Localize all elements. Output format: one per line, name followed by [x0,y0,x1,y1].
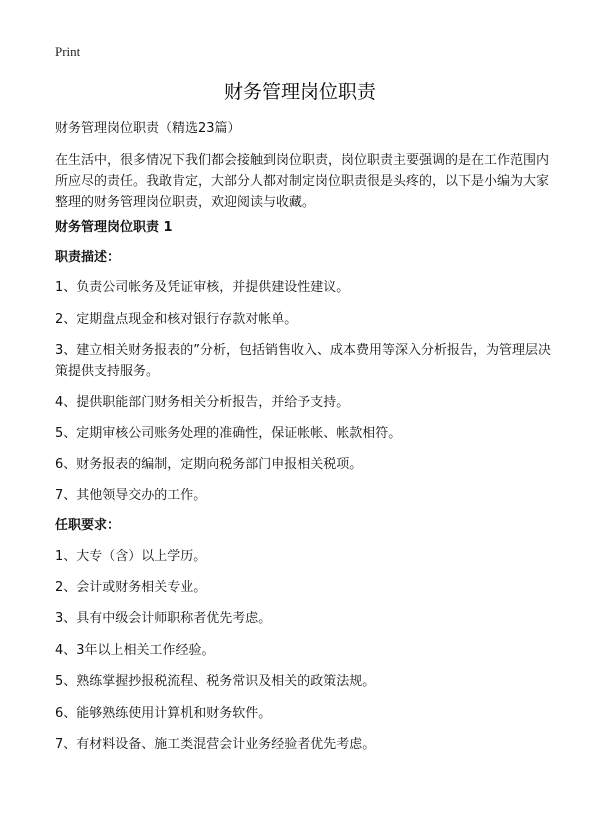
intro-paragraph: 在生活中，很多情况下我们都会接触到岗位职责，岗位职责主要强调的是在工作范围内所应尽的责任。我敢肯定，大部分人都对制定岗位职责很是头疼的，以下是小编为大家整理的财务管理岗位职责，欢迎阅读与收藏。 [55,153,550,210]
requirement-item: 4、3年以上相关工作经验。 [55,643,215,658]
duty-item: 6、财务报表的编制，定期向税务部门申报相关税项。 [55,457,363,472]
duty-item: 1、负责公司帐务及凭证审核，并提供建设性建议。 [55,280,350,295]
document-subtitle: 财务管理岗位职责（精选23篇） [55,121,241,136]
duties-heading: 职责描述： [55,250,121,265]
requirement-item: 7、有材料设备、施工类混营会计业务经验者优先考虑。 [55,737,376,752]
requirement-item: 3、具有中级会计师职称者优先考虑。 [55,611,272,626]
duty-item: 2、定期盘点现金和核对银行存款对帐单。 [55,312,298,327]
print-label: Print [55,44,81,59]
requirements-heading: 任职要求： [55,518,121,533]
requirement-item: 6、能够熟练使用计算机和财务软件。 [55,706,272,721]
duty-item: 4、提供职能部门财务相关分析报告，并给予支持。 [55,395,350,410]
duty-item: 7、其他领导交办的工作。 [55,488,207,503]
requirement-item: 2、会计或财务相关专业。 [55,580,207,595]
duty-item: 3、建立相关财务报表的”分析，包括销售收入、成本费用等深入分析报告，为管理层决策提供支持服务。 [55,343,552,379]
requirement-item: 5、熟练掌握抄报税流程、税务常识及相关的政策法规。 [55,674,376,689]
duty-item: 5、定期审核公司账务处理的准确性，保证帐帐、帐款相符。 [55,426,402,441]
requirement-item: 1、大专（含）以上学历。 [55,549,207,564]
article-heading: 财务管理岗位职责 1 [55,220,173,235]
document-title: 财务管理岗位职责 [223,81,376,103]
